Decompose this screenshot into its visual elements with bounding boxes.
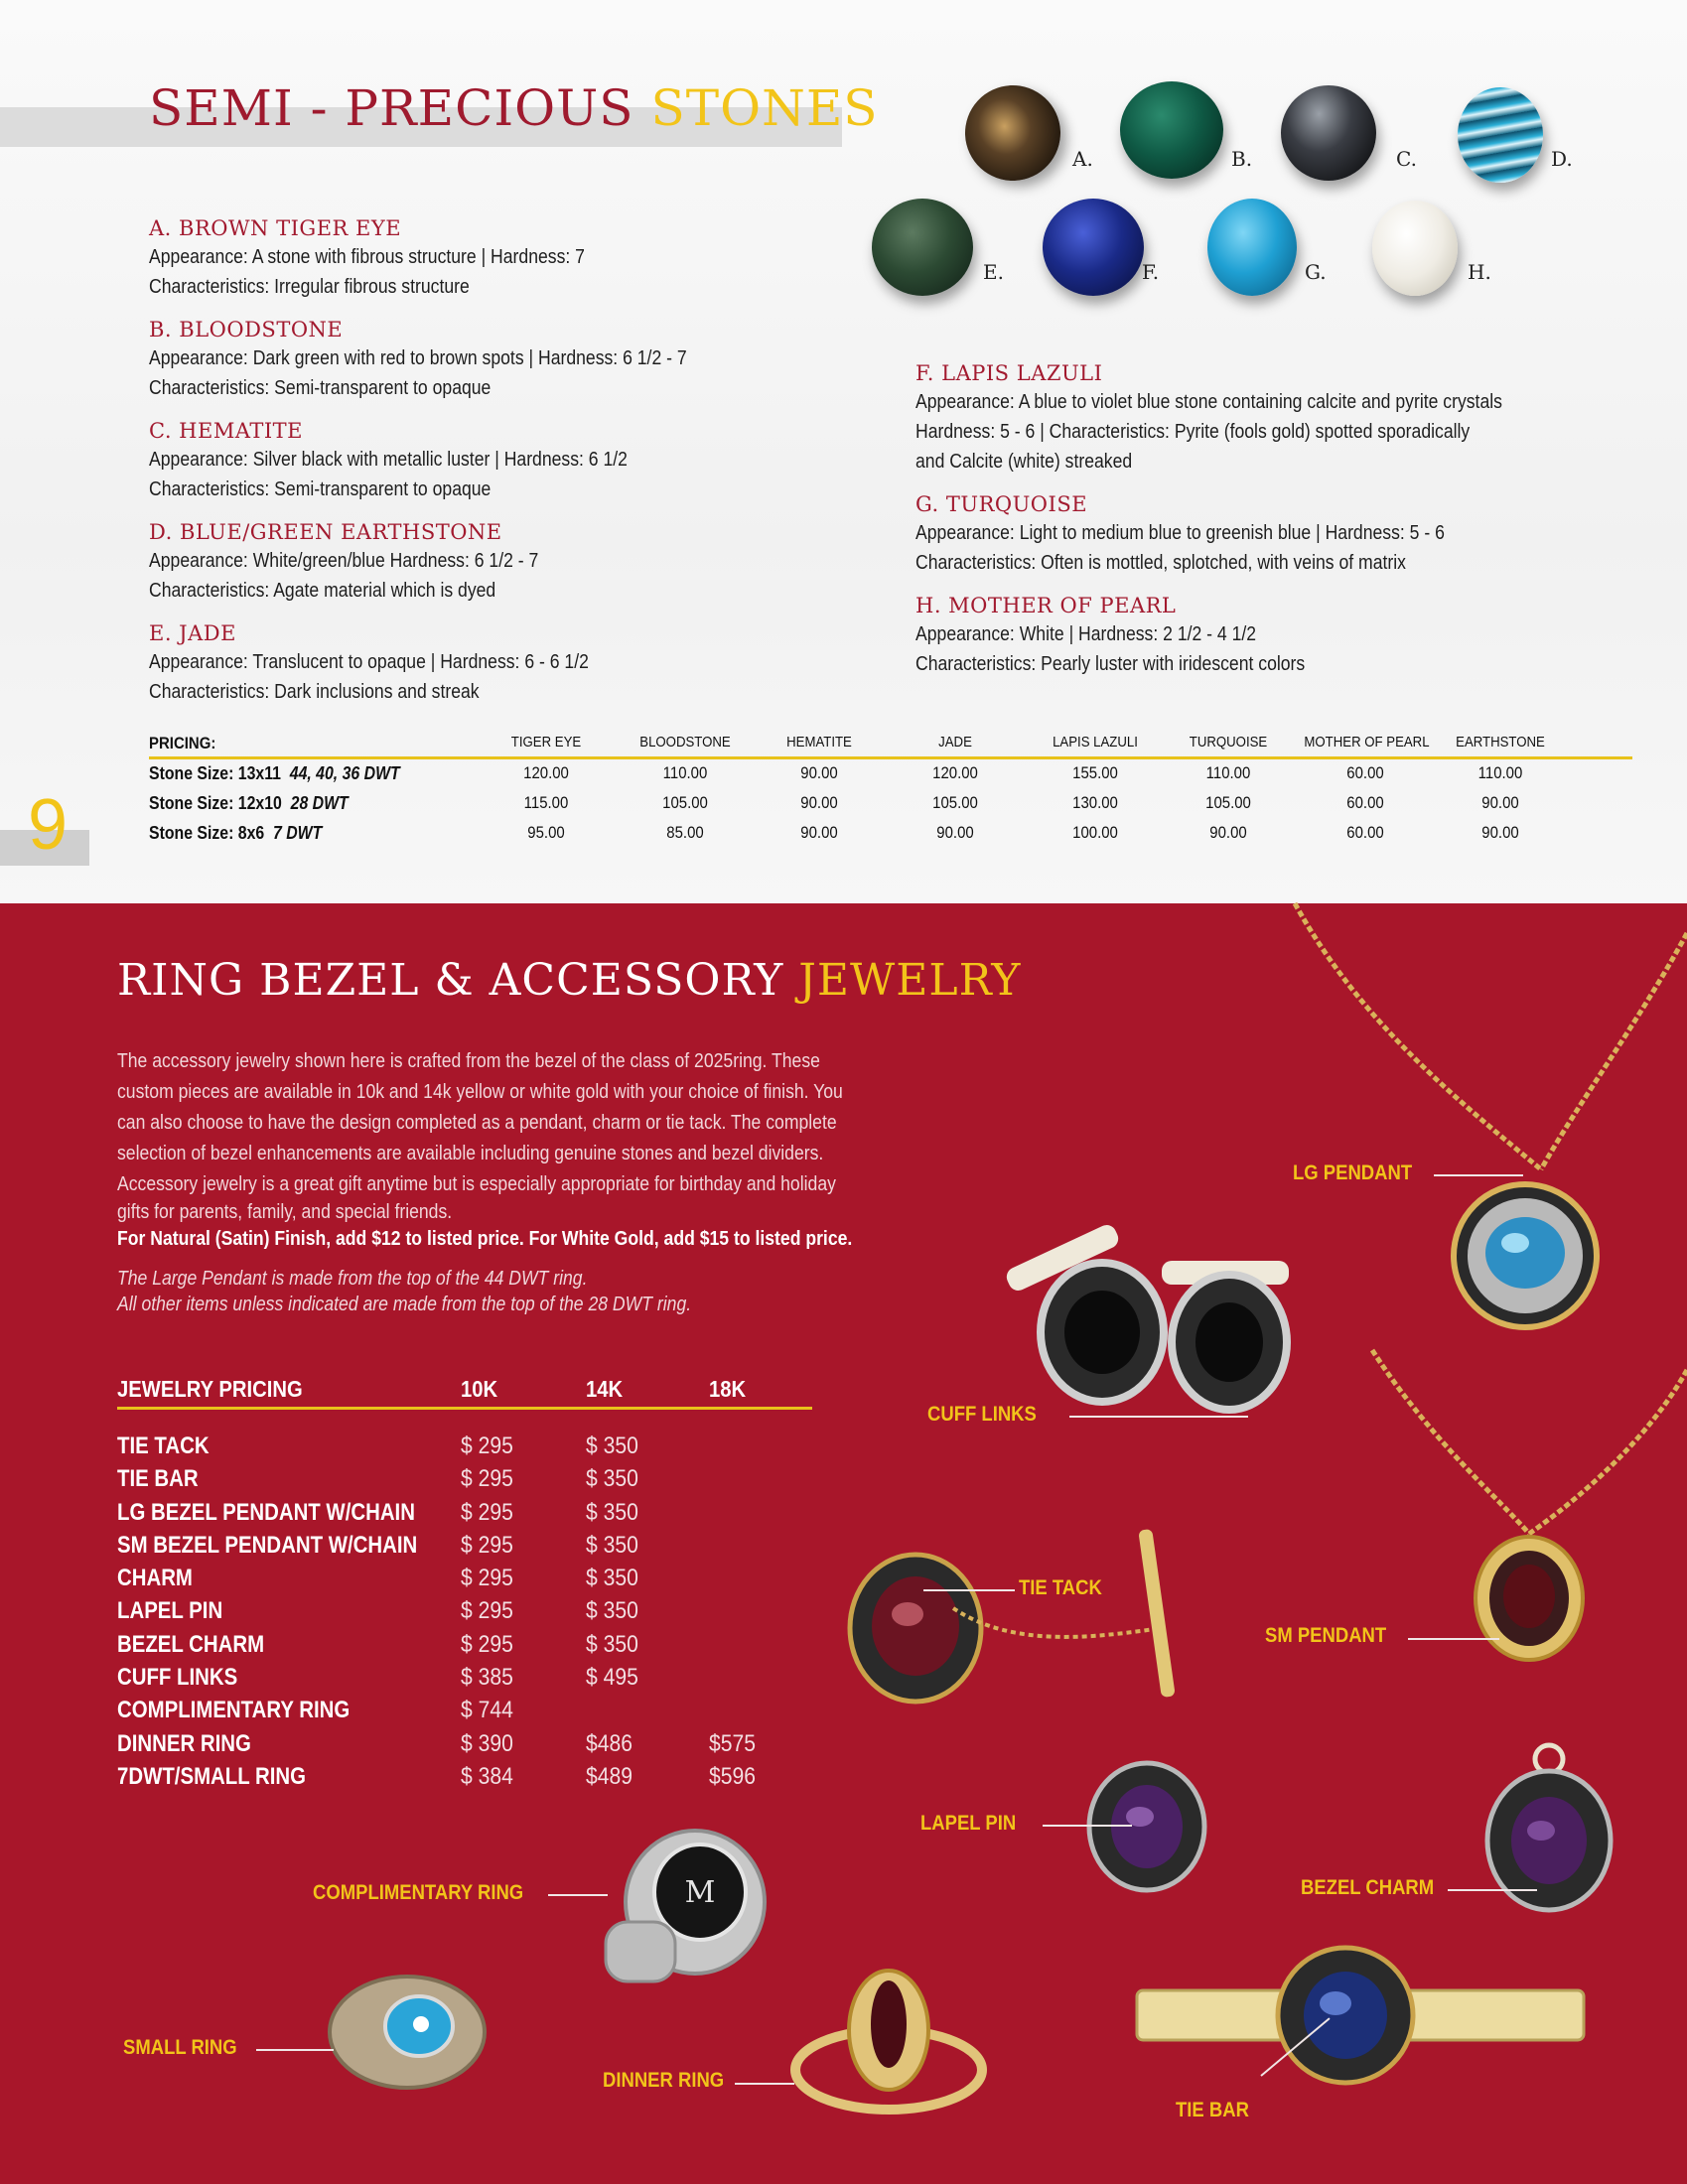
gem-pearl-image xyxy=(1372,201,1458,296)
stone-appearance: Appearance: Dark green with red to brown spots | Hardness: 6 1/2 - 7 xyxy=(149,347,687,369)
section-title-stones xyxy=(149,79,879,137)
col-10k: 10K xyxy=(461,1376,498,1402)
price-10k: $ 295 xyxy=(461,1498,513,1526)
stone-desc-turquoise xyxy=(915,490,1687,578)
callout-cuff-links: CUFF LINKS xyxy=(927,1403,1037,1426)
small-ring-image xyxy=(328,1971,487,2090)
price-cell: 105.00 xyxy=(662,793,708,812)
price-cell: 100.00 xyxy=(1072,823,1118,842)
stone-desc-pearl xyxy=(915,592,1687,679)
price-cell: 90.00 xyxy=(800,763,838,782)
stone-characteristics: Characteristics: Dark inclusions and streak xyxy=(149,681,480,703)
item-name: CUFF LINKS xyxy=(117,1664,238,1692)
other-items-note: All other items unless indicated are made from the top of the 28 DWT ring. xyxy=(117,1294,692,1315)
callout-tie-bar: TIE BAR xyxy=(1176,2099,1249,2121)
dwt: 44, 40, 36 DWT xyxy=(289,763,400,783)
price-cell: 110.00 xyxy=(1205,763,1251,782)
price-10k: $ 295 xyxy=(461,1531,513,1559)
table-row xyxy=(117,1465,812,1498)
price-cell: 130.00 xyxy=(1072,793,1118,812)
title-main: SEMI - PRECIOUS xyxy=(149,79,634,137)
price-14k: $ 350 xyxy=(586,1465,638,1493)
item-name: SM BEZEL PENDANT W/CHAIN xyxy=(117,1531,418,1559)
stone-appearance: Appearance: A stone with fibrous structure | Hardness: 7 xyxy=(149,246,585,268)
cuff-links-image xyxy=(993,1201,1301,1420)
stone-name: A. BROWN TIGER EYE xyxy=(149,216,402,240)
leader-tie-tack xyxy=(923,1589,1015,1591)
item-name: LG BEZEL PENDANT W/CHAIN xyxy=(117,1498,415,1526)
price-14k: $ 350 xyxy=(586,1433,638,1459)
pricing-label: PRICING: xyxy=(149,734,216,752)
table-row xyxy=(149,819,1632,849)
price-14k: $ 350 xyxy=(586,1565,638,1592)
item-name: TIE TACK xyxy=(117,1433,210,1459)
title-main: RING BEZEL & ACCESSORY xyxy=(117,955,784,1006)
price-cell: 120.00 xyxy=(932,763,978,782)
price-cell: 120.00 xyxy=(523,763,569,782)
price-cell: 105.00 xyxy=(932,793,978,812)
price-10k: $ 295 xyxy=(461,1565,513,1592)
stone-size: Stone Size: 12x10 xyxy=(149,793,282,813)
stone-characteristics: and Calcite (white) streaked xyxy=(915,451,1133,473)
price-14k: $ 350 xyxy=(586,1597,638,1625)
table-row xyxy=(149,789,1632,819)
col-18k: 18K xyxy=(709,1376,747,1402)
price-cell: 60.00 xyxy=(1346,823,1384,842)
row-label xyxy=(149,823,322,844)
intro-line: Accessory jewelry is a great gift anytime but is especially appropriate for birthday and holiday xyxy=(117,1173,836,1195)
stone-desc-hematite xyxy=(149,417,923,504)
price-cell: 60.00 xyxy=(1346,793,1384,812)
item-name: 7DWT/SMALL RING xyxy=(117,1762,307,1790)
price-10k: $ 385 xyxy=(461,1664,513,1692)
leader-small-ring xyxy=(256,2049,334,2051)
price-14k: $489 xyxy=(586,1762,633,1790)
gem-hematite-image xyxy=(1281,85,1376,181)
price-14k: $ 350 xyxy=(586,1630,638,1658)
col-jade: JADE xyxy=(938,734,972,751)
stone-appearance: Appearance: White | Hardness: 2 1/2 - 4 1/2 xyxy=(915,623,1257,645)
table-row xyxy=(117,1631,812,1664)
price-cell: 90.00 xyxy=(800,823,838,842)
sm-pendant-image xyxy=(1360,1350,1687,1668)
col-14k: 14K xyxy=(586,1376,624,1402)
stone-appearance: Appearance: White/green/blue Hardness: 6 1/2 - 7 xyxy=(149,550,539,572)
price-cell: 110.00 xyxy=(662,763,708,782)
col-bloodstone: BLOODSTONE xyxy=(639,734,731,751)
table-row xyxy=(117,1730,812,1763)
table-row xyxy=(149,759,1632,789)
stone-characteristics: Characteristics: Agate material which is dyed xyxy=(149,580,496,602)
leader-sm-pendant xyxy=(1408,1638,1499,1640)
item-name: DINNER RING xyxy=(117,1729,251,1757)
gem-label-d: D. xyxy=(1551,147,1573,171)
leader-bezel-charm xyxy=(1448,1889,1537,1891)
gem-label-f: F. xyxy=(1142,260,1160,284)
intro-line: selection of bezel enhancements are available including genuine stones and bezel dividers. xyxy=(117,1143,824,1164)
callout-sm-pendant: SM PENDANT xyxy=(1265,1624,1387,1647)
callout-bezel-charm: BEZEL CHARM xyxy=(1301,1876,1435,1899)
stone-name: E. JADE xyxy=(149,621,236,645)
col-tiger-eye: TIGER EYE xyxy=(510,734,582,751)
intro-line: can also choose to have the design completed as a pendant, charm or tie tack. The complete xyxy=(117,1112,837,1134)
price-cell: 90.00 xyxy=(1481,793,1519,812)
table-row xyxy=(117,1433,812,1465)
tie-tack-image xyxy=(834,1519,1201,1707)
item-name: BEZEL CHARM xyxy=(117,1630,265,1658)
price-14k: $ 350 xyxy=(586,1531,638,1559)
price-10k: $ 384 xyxy=(461,1762,513,1790)
price-10k: $ 744 xyxy=(461,1697,513,1724)
gem-label-c: C. xyxy=(1396,147,1417,171)
callout-small-ring: SMALL RING xyxy=(123,2036,237,2059)
price-cell: 90.00 xyxy=(1481,823,1519,842)
gem-lapis-image xyxy=(1043,199,1144,296)
price-cell: 115.00 xyxy=(523,793,569,812)
gem-bloodstone-image xyxy=(1120,81,1223,179)
col-mother-of-pearl: MOTHER OF PEARL xyxy=(1304,734,1430,751)
title-accent: STONES xyxy=(650,79,879,137)
table-row xyxy=(117,1697,812,1729)
stone-characteristics: Characteristics: Semi-transparent to opaque xyxy=(149,478,492,500)
gem-label-b: B. xyxy=(1231,147,1253,171)
intro-line: gifts for parents, family, and special friends. xyxy=(117,1201,453,1223)
price-cell: 85.00 xyxy=(666,823,704,842)
stone-appearance: Appearance: Translucent to opaque | Hardness: 6 - 6 1/2 xyxy=(149,651,589,673)
lg-pendant-image xyxy=(1281,903,1687,1340)
intro-line: The accessory jewelry shown here is crafted from the bezel of the class of 2025ring. These xyxy=(117,1050,820,1072)
stone-appearance: Appearance: A blue to violet blue stone containing calcite and pyrite crystals xyxy=(915,391,1502,413)
price-14k: $ 495 xyxy=(586,1664,638,1692)
stone-name: C. HEMATITE xyxy=(149,419,303,443)
price-18k: $575 xyxy=(709,1729,756,1757)
gem-label-e: E. xyxy=(983,260,1004,284)
stone-size: Stone Size: 8x6 xyxy=(149,823,265,843)
table-row xyxy=(117,1597,812,1630)
price-10k: $ 390 xyxy=(461,1729,513,1757)
stone-hardness: Hardness: 5 - 6 | Characteristics: Pyrite (fools gold) spotted sporadically xyxy=(915,421,1471,443)
jewelry-pricing-rows xyxy=(117,1433,812,1796)
price-14k: $486 xyxy=(586,1729,633,1757)
price-cell: 95.00 xyxy=(527,823,565,842)
gem-label-h: H. xyxy=(1468,260,1491,284)
leader-complimentary-ring xyxy=(548,1894,608,1896)
finish-note: For Natural (Satin) Finish, add $12 to listed price. For White Gold, add $15 to listed price. xyxy=(117,1228,853,1250)
stone-pricing-table xyxy=(149,730,1632,849)
col-lapis: LAPIS LAZULI xyxy=(1053,734,1138,751)
stone-characteristics: Characteristics: Semi-transparent to opaque xyxy=(149,377,492,399)
table-row xyxy=(117,1532,812,1565)
price-14k: $ 350 xyxy=(586,1498,638,1526)
lapel-pin-image xyxy=(1082,1757,1211,1896)
jewelry-pricing-title: JEWELRY PRICING xyxy=(117,1376,303,1402)
col-turquoise: TURQUOISE xyxy=(1189,734,1268,751)
price-cell: 105.00 xyxy=(1205,793,1251,812)
stone-name: B. BLOODSTONE xyxy=(149,318,344,341)
stone-name: F. LAPIS LAZULI xyxy=(915,361,1103,385)
price-cell: 90.00 xyxy=(800,793,838,812)
stone-desc-earthstone xyxy=(149,518,923,606)
tie-bar-image xyxy=(1132,1946,1589,2085)
gem-label-a: A. xyxy=(1072,147,1093,171)
callout-tie-tack: TIE TACK xyxy=(1019,1576,1102,1599)
stone-name: D. BLUE/GREEN EARTHSTONE xyxy=(149,520,502,544)
stone-characteristics: Characteristics: Irregular fibrous structure xyxy=(149,276,470,298)
price-cell: 155.00 xyxy=(1072,763,1118,782)
leader-cuff-links xyxy=(1069,1416,1248,1418)
stone-appearance: Appearance: Light to medium blue to greenish blue | Hardness: 5 - 6 xyxy=(915,522,1445,544)
dinner-ring-image xyxy=(789,1971,988,2119)
leader-lg-pendant xyxy=(1434,1174,1523,1176)
stone-characteristics: Characteristics: Often is mottled, splotched, with veins of matrix xyxy=(915,552,1406,574)
stone-size: Stone Size: 13x11 xyxy=(149,763,281,783)
dwt: 7 DWT xyxy=(273,823,323,843)
price-cell: 110.00 xyxy=(1477,763,1523,782)
title-accent: JEWELRY xyxy=(798,955,1022,1006)
table-row xyxy=(117,1499,812,1532)
gem-label-g: G. xyxy=(1305,260,1327,284)
leader-lapel-pin xyxy=(1043,1825,1132,1827)
price-18k: $596 xyxy=(709,1762,756,1790)
row-label xyxy=(149,763,400,784)
intro-line: custom pieces are available in 10k and 14k yellow or white gold with your choice of finish. You xyxy=(117,1081,843,1103)
price-cell: 90.00 xyxy=(1209,823,1247,842)
svg-text:M: M xyxy=(684,1875,716,1910)
callout-dinner-ring: DINNER RING xyxy=(603,2069,725,2092)
price-10k: $ 295 xyxy=(461,1433,513,1459)
item-name: TIE BAR xyxy=(117,1465,199,1493)
row-label xyxy=(149,793,349,814)
price-10k: $ 295 xyxy=(461,1630,513,1658)
stone-desc-bloodstone xyxy=(149,316,923,403)
stone-name: H. MOTHER OF PEARL xyxy=(915,594,1177,617)
col-hematite: HEMATITE xyxy=(786,734,852,751)
stone-appearance: Appearance: Silver black with metallic luster | Hardness: 6 1/2 xyxy=(149,449,628,471)
gem-turquoise-image xyxy=(1207,199,1297,296)
callout-lapel-pin: LAPEL PIN xyxy=(920,1812,1017,1835)
price-cell: 60.00 xyxy=(1346,763,1384,782)
price-10k: $ 295 xyxy=(461,1465,513,1493)
intro-paragraph xyxy=(117,1046,971,1317)
col-earthstone: EARTHSTONE xyxy=(1456,734,1545,751)
stone-characteristics: Characteristics: Pearly luster with iridescent colors xyxy=(915,653,1306,675)
dwt: 28 DWT xyxy=(290,793,349,813)
page-number: 9 xyxy=(28,785,69,865)
leader-dinner-ring xyxy=(735,2083,794,2085)
stone-desc-tiger-eye xyxy=(149,214,923,302)
jewelry-pricing-header xyxy=(117,1372,812,1410)
callout-lg-pendant: LG PENDANT xyxy=(1293,1161,1413,1184)
table-row xyxy=(117,1664,812,1697)
large-pendant-note: The Large Pendant is made from the top of the 44 DWT ring. xyxy=(117,1268,588,1290)
table-row xyxy=(117,1565,812,1597)
item-name: LAPEL PIN xyxy=(117,1597,223,1625)
item-name: CHARM xyxy=(117,1565,193,1592)
complimentary-ring-image xyxy=(601,1823,770,1991)
table-row xyxy=(117,1763,812,1796)
section-title-jewelry xyxy=(117,955,1021,1006)
price-10k: $ 295 xyxy=(461,1597,513,1625)
price-cell: 90.00 xyxy=(936,823,974,842)
gem-earthstone-image xyxy=(1458,87,1543,183)
stone-name: G. TURQUOISE xyxy=(915,492,1088,516)
item-name: COMPLIMENTARY RING xyxy=(117,1697,351,1724)
stone-pricing-header xyxy=(149,730,1632,759)
stone-desc-lapis xyxy=(915,359,1687,477)
stone-desc-jade xyxy=(149,619,923,707)
callout-complimentary-ring: COMPLIMENTARY RING xyxy=(313,1881,524,1904)
